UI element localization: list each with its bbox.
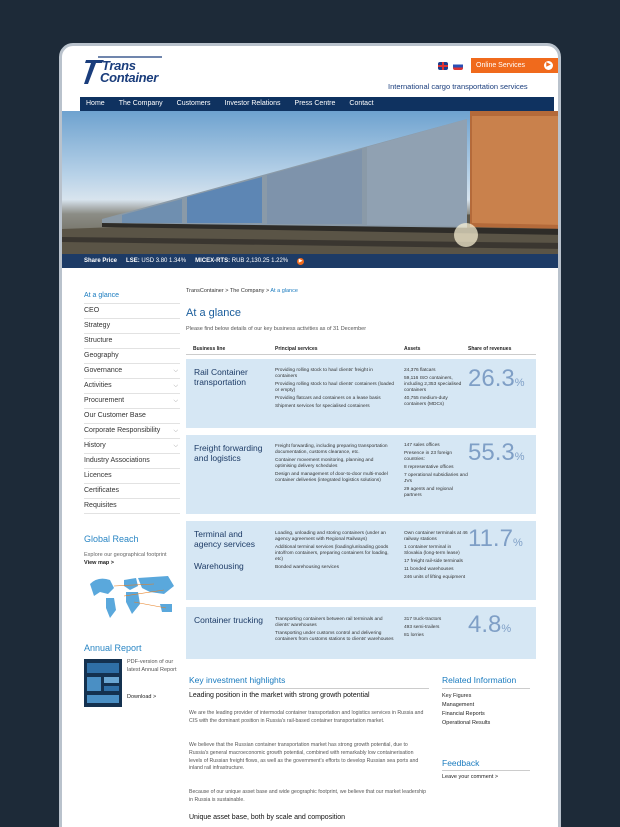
asset-item: 1 container terminal in Slovakia (long-term lease): [404, 545, 460, 556]
tagline: International cargo transportation services: [388, 82, 528, 91]
world-map-icon[interactable]: [84, 572, 180, 620]
related-link-financial-reports[interactable]: Financial Reports: [442, 711, 485, 717]
service-item: Bonded warehousing services: [275, 565, 339, 570]
sidebar-item-activities[interactable]: [84, 379, 180, 394]
share-price-bar: [62, 254, 561, 268]
business-line-name: Terminal and agency services: [194, 529, 255, 549]
annual-report-text: PDF-version of our latest Annual Report: [127, 659, 177, 673]
micex-quote: MICEX-RTS: RUB 2,130.25 1.22%: [195, 258, 289, 264]
global-reach-text: Explore our geographical footprint: [84, 552, 167, 558]
asset-item: 7 operational subsidiaries and JVs: [404, 473, 468, 484]
logo-text-line2: Container: [100, 70, 158, 85]
hero-image: [62, 111, 561, 254]
col-assets: Assets: [404, 346, 421, 352]
principal-services-list: [275, 531, 395, 573]
revenue-share: [468, 439, 525, 467]
principal-services-list: [275, 368, 395, 412]
service-item: Transporting under customs control and delivering containers from customs stations to clients' warehouses: [275, 631, 394, 642]
revenue-share-value: 55.3: [468, 439, 515, 466]
service-item: Shipment services for specialised containers: [275, 404, 370, 409]
sidebar-item-label: Strategy: [84, 322, 111, 329]
sidebar-item-label: At a glance: [84, 292, 120, 299]
divider: [442, 770, 530, 771]
sidebar-item-licences[interactable]: [84, 469, 180, 484]
service-item: Container movement monitoring, planning and optimising delivery schedules: [275, 458, 374, 469]
asset-item: 81 lorries: [404, 633, 424, 638]
chevron-down-icon[interactable]: ⌵: [173, 368, 178, 374]
language-switcher: [438, 62, 463, 70]
logo[interactable]: [84, 56, 164, 86]
revenue-share-value: 26.3: [468, 365, 515, 392]
download-report-link[interactable]: Download >: [127, 694, 157, 700]
report-cover-icon: [84, 659, 122, 707]
arrow-right-icon[interactable]: ▶: [298, 257, 303, 264]
related-title: Related Information: [442, 675, 517, 685]
site-header: [62, 46, 558, 96]
service-item: Providing rolling stock to haul clients' containers (loaded or empty): [275, 382, 395, 393]
revenue-share-value: 4.8: [468, 611, 502, 638]
page-intro: Please find below details of our key business activities as of 31 December: [186, 326, 367, 332]
assets-list: [404, 443, 470, 501]
chevron-down-icon[interactable]: ⌵: [173, 443, 178, 449]
sidebar-item-label: Structure: [84, 337, 113, 344]
sidebar-item-requisites[interactable]: [84, 499, 180, 514]
nav-contact[interactable]: Contact: [349, 100, 374, 107]
divider: [189, 688, 429, 689]
divider: [442, 688, 530, 689]
assets-list: [404, 368, 470, 410]
nav-home[interactable]: Home: [86, 100, 105, 107]
sidebar-item-label: Industry Associations: [84, 457, 150, 464]
service-item: Providing rolling stock to haul clients' freight in containers: [275, 368, 373, 379]
annual-report-widget: [84, 643, 180, 700]
sidebar-item-at-a-glance[interactable]: [84, 289, 180, 304]
principal-services-list: [275, 444, 395, 486]
percent-sign: %: [512, 537, 523, 549]
highlights-title: Key investment highlights: [189, 675, 286, 685]
sidebar-item-label: Geography: [84, 352, 119, 359]
asset-item: 24,376 flatcars: [404, 368, 436, 373]
revenue-share: [468, 611, 511, 639]
sidebar-item-label: Licences: [84, 472, 112, 479]
percent-sign: %: [514, 451, 525, 463]
col-principal-services: Principal services: [275, 346, 318, 352]
asset-item: 59,116 ISO containers, including 2,353 specialised containers: [404, 376, 462, 393]
ru-flag-icon[interactable]: [453, 62, 463, 70]
global-reach-widget: [84, 534, 180, 625]
browser-frame: [59, 43, 561, 827]
col-business-line: Business line: [193, 346, 226, 352]
asset-item: 493 semi-trailers: [404, 625, 440, 630]
leave-comment-link[interactable]: Leave your comment >: [442, 774, 499, 780]
sidebar-nav: [84, 289, 180, 514]
logo-text-line1: Trans: [102, 58, 136, 73]
asset-item: 147 sales offices: [404, 443, 440, 448]
asset-item: 11 bonded warehouses: [404, 567, 454, 572]
page-title: At a glance: [186, 307, 242, 319]
highlights-paragraph: We believe that the Russian container transportation market has strong growth potential, due to Russia's general macroeconomic growth potential, combined with remarkably low containerisation levels of Russian freight flows, as well as the government's efforts to develop Russian sea ports and inland rail infrastructure.: [189, 742, 419, 772]
highlights-paragraph: Because of our unique asset base and wide geographic footprint, we believe that our market leadership in Russia is sustainable.: [189, 789, 427, 803]
business-line-row: [186, 359, 536, 428]
sidebar-item-label: Requisites: [84, 502, 117, 509]
sidebar-item-industry-associations[interactable]: [84, 454, 180, 469]
sidebar-item-certificates[interactable]: [84, 484, 180, 499]
principal-services-list: [275, 617, 395, 645]
sidebar-item-history[interactable]: [84, 439, 180, 454]
sidebar-item-label: Governance: [84, 367, 123, 374]
lse-quote: LSE: USD 3.80 1.34%: [126, 258, 187, 264]
annual-report-title: Annual Report: [84, 643, 142, 653]
breadcrumb-root[interactable]: TransContainer: [186, 288, 224, 294]
global-reach-title: Global Reach: [84, 534, 139, 544]
business-line-name-2: Warehousing: [194, 561, 244, 571]
share-price-label: Share Price: [84, 258, 118, 264]
service-item: Freight forwarding, including preparing transportation documentation, customs clearance, etc.: [275, 444, 388, 455]
annual-report-cover[interactable]: [84, 659, 122, 707]
breadcrumb-mid[interactable]: The Company: [229, 288, 265, 294]
nav-press-centre[interactable]: Press Centre: [294, 100, 336, 107]
service-item: Additional terminal services (loading/unloading goods into/from containers, preparing containers for loading, etc): [275, 545, 389, 562]
business-line-row: [186, 435, 536, 514]
sidebar-item-label: Certificates: [84, 487, 120, 494]
business-line-row: [186, 521, 536, 600]
online-services-label: Online Services: [476, 62, 526, 69]
related-link-key-figures[interactable]: Key Figures: [442, 693, 472, 699]
sidebar-item-ceo[interactable]: [84, 304, 180, 319]
sidebar-item-label: History: [84, 442, 106, 449]
sidebar-item-label: CEO: [84, 307, 100, 314]
service-item: Providing flatcars and containers on a lease basis: [275, 396, 381, 401]
highlights-subtitle-2: Unique asset base, both by scale and composition: [189, 814, 346, 821]
breadcrumb: TransContainer > The Company > At a glance: [186, 288, 298, 294]
sidebar-item-label: Procurement: [84, 397, 125, 404]
asset-item: 246 units of lifting equipment: [404, 575, 466, 580]
arrow-right-icon: ▶: [544, 61, 553, 70]
sidebar-item-label: Corporate Responsibility: [84, 427, 161, 434]
percent-sign: %: [514, 377, 525, 389]
asset-item: Presence in 23 foreign countries:: [404, 451, 452, 462]
col-share-of-revenues: Share of revenues: [468, 346, 512, 352]
sidebar-item-geography[interactable]: [84, 349, 180, 364]
asset-item: 17 freight rail-side terminals: [404, 559, 463, 564]
related-link-management[interactable]: Management: [442, 702, 475, 708]
asset-item: 40,755 medium-duty containers (MDCs): [404, 396, 448, 407]
breadcrumb-current: At a glance: [270, 288, 298, 294]
service-item: Loading, unloading and storing containers (under an agency agreement with Regional Railways): [275, 531, 386, 542]
sidebar-item-strategy[interactable]: [84, 319, 180, 334]
service-item: Transporting containers between rail terminals and clients' warehouses: [275, 617, 383, 628]
nav-investor-relations[interactable]: Investor Relations: [224, 100, 281, 107]
table-header: [186, 345, 536, 355]
business-line-row: [186, 607, 536, 659]
related-link-operational-results[interactable]: Operational Results: [442, 720, 491, 726]
chevron-down-icon[interactable]: ⌵: [173, 428, 178, 434]
business-line-name: Container trucking: [194, 615, 263, 625]
chevron-down-icon[interactable]: ⌵: [173, 398, 178, 404]
nav-customers[interactable]: Customers: [176, 100, 211, 107]
highlights-subtitle: Leading position in the market with strong growth potential: [189, 692, 370, 699]
assets-list: [404, 531, 470, 583]
uk-flag-icon[interactable]: [438, 62, 448, 70]
feedback-title: Feedback: [442, 758, 480, 768]
chevron-down-icon[interactable]: ⌵: [173, 383, 178, 389]
business-line-name: Freight forwarding and logistics: [194, 443, 263, 463]
asset-item: 8 representative offices: [404, 465, 454, 470]
asset-item: 317 truck-tractors: [404, 617, 442, 622]
view-map-link[interactable]: View map >: [84, 560, 115, 566]
sidebar-item-our-customer-base[interactable]: [84, 409, 180, 424]
sidebar-item-label: Our Customer Base: [84, 412, 146, 419]
revenue-share: [468, 365, 525, 393]
sidebar-item-label: Activities: [84, 382, 112, 389]
sidebar-item-governance[interactable]: [84, 364, 180, 379]
asset-item: Own container terminals at 46 railway stations: [404, 531, 468, 542]
nav-the-company[interactable]: The Company: [118, 100, 163, 107]
container-train-illustration: [62, 111, 561, 254]
main-nav: [80, 97, 554, 111]
revenue-share-value: 11.7: [468, 525, 513, 552]
sidebar-item-structure[interactable]: [84, 334, 180, 349]
percent-sign: %: [501, 623, 512, 635]
assets-list: [404, 617, 470, 641]
online-services-button[interactable]: [471, 58, 559, 73]
revenue-share: [468, 525, 523, 553]
service-item: Design and management of door-to-door multi-model container deliveries (integrated logistics solutions): [275, 472, 388, 483]
sidebar-item-procurement[interactable]: [84, 394, 180, 409]
asset-item: 29 agents and regional partners: [404, 487, 453, 498]
business-line-name: Rail Container transportation: [194, 367, 248, 387]
highlights-paragraph: We are the leading provider of intermodal container transportation and logistics services in Russia and CIS with the dominant position in Russia's rail-based container transportation market.: [189, 710, 424, 724]
sidebar-item-corporate-responsibility[interactable]: [84, 424, 180, 439]
